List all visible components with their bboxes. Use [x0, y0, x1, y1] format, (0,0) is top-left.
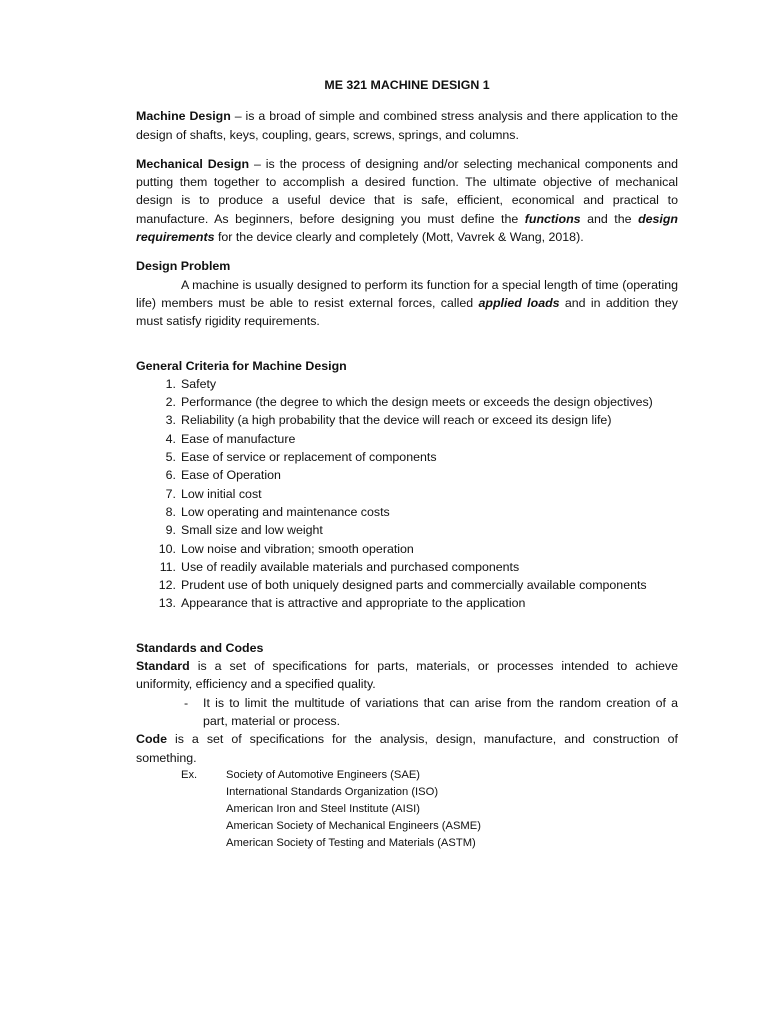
functions-emphasis: functions	[524, 211, 581, 226]
machine-design-paragraph	[136, 107, 678, 144]
mechanical-design-definition-part3: for the device clearly and completely (Mott, Vavrek & Wang, 2018).	[214, 230, 584, 245]
criteria-item	[136, 375, 678, 393]
criteria-text: Prudent use of both uniquely designed parts and commercially available components	[181, 578, 647, 593]
criteria-text: Low noise and vibration; smooth operation	[181, 541, 414, 556]
design-problem-text-part2: and in addition they must satisfy rigidity requirements.	[136, 295, 678, 329]
criteria-text: Low initial cost	[181, 486, 262, 501]
design-problem-paragraph	[136, 276, 678, 331]
criteria-item	[136, 594, 678, 612]
criteria-number: 2.	[165, 395, 176, 410]
example-text: American Society of Mechanical Engineers (ASME)	[226, 819, 481, 832]
example-item	[136, 767, 678, 784]
criteria-number: 12.	[158, 578, 176, 593]
applied-loads-emphasis: applied loads	[478, 295, 560, 310]
design-problem-text-part1: A machine is usually designed to perform its function for a special length of time (operating life) members must be able to resist external forces, called	[136, 277, 678, 310]
criteria-text: Ease of service or replacement of components	[181, 450, 437, 465]
standard-def-text: is a set of specifications for parts, materials, or processes intended to achieve uniformity, efficiency and a specified quality.	[136, 659, 678, 692]
criteria-text: Appearance that is attractive and appropriate to the application	[181, 596, 526, 611]
example-item	[136, 784, 678, 801]
criteria-text: Reliability (a high probability that the device will reach or exceed its design life)	[181, 413, 612, 428]
example-item	[136, 835, 678, 852]
mechanical-design-paragraph	[136, 155, 678, 246]
document-page	[136, 76, 678, 852]
design-requirements-emphasis: design requirements	[136, 211, 678, 245]
criteria-number: 6.	[165, 468, 176, 483]
dash-item-text: It is to limit the multitude of variations that can arise from the random creation of a part, material or process.	[203, 695, 678, 728]
design-problem-heading: Design Problem	[136, 259, 231, 274]
criteria-item	[136, 576, 678, 594]
criteria-text: Safety	[181, 376, 217, 391]
criteria-number: 9.	[165, 523, 176, 538]
criteria-item	[136, 558, 678, 576]
code-definition	[136, 730, 678, 767]
example-text: American Iron and Steel Institute (AISI)	[226, 802, 421, 815]
criteria-item	[136, 393, 678, 411]
criteria-heading: General Criteria for Machine Design	[136, 358, 347, 373]
document-title: ME 321 MACHINE DESIGN 1	[324, 78, 490, 92]
code-def-text: is a set of specifications for the analysis, design, manufacture, and construction of something.	[136, 732, 678, 765]
criteria-text: Small size and low weight	[181, 523, 323, 538]
mechanical-design-definition-part1: – is the process of designing and/or selecting mechanical components and putting them together to accomplish a desired function. The ultimate objective of mechanical design is to produce a useful device that is safe, efficient, economical and practical to manufacture. As beginners, before designing you must define the	[136, 156, 678, 226]
criteria-number: 8.	[165, 504, 176, 519]
criteria-item	[136, 540, 678, 558]
criteria-text: Ease of manufacture	[181, 431, 296, 446]
dash-bullet: -	[184, 695, 189, 710]
examples-list	[136, 767, 678, 852]
example-item	[136, 818, 678, 835]
standard-definition	[136, 657, 678, 694]
mechanical-design-term: Mechanical Design	[136, 156, 250, 171]
criteria-text: Low operating and maintenance costs	[181, 504, 390, 519]
example-text: American Society of Testing and Materials (ASTM)	[226, 836, 476, 849]
machine-design-term: Machine Design	[136, 109, 231, 124]
example-item	[136, 801, 678, 818]
code-term: Code	[136, 732, 167, 747]
criteria-text: Use of readily available materials and purchased components	[181, 559, 520, 574]
criteria-text: Performance (the degree to which the design meets or exceeds the design objectives)	[181, 395, 653, 410]
example-text: Society of Automotive Engineers (SAE)	[226, 768, 421, 781]
criteria-item	[136, 503, 678, 521]
standard-term: Standard	[136, 659, 190, 674]
criteria-number: 4.	[165, 431, 176, 446]
machine-design-definition: – is a broad of simple and combined stress analysis and there application to the design of shafts, keys, coupling, gears, screws, springs, and columns.	[136, 109, 679, 142]
criteria-number: 3.	[165, 413, 176, 428]
criteria-number: 5.	[165, 450, 176, 465]
criteria-item	[136, 411, 678, 429]
criteria-item	[136, 485, 678, 503]
standards-heading: Standards and Codes	[136, 640, 264, 655]
example-label: Ex.	[181, 768, 198, 781]
example-text: International Standards Organization (ISO)	[226, 785, 439, 798]
criteria-item	[136, 521, 678, 539]
mechanical-design-definition-part2: and the	[580, 211, 639, 226]
criteria-number: 1.	[165, 376, 176, 391]
criteria-item	[136, 448, 678, 466]
criteria-text: Ease of Operation	[181, 468, 281, 483]
criteria-number: 7.	[165, 486, 176, 501]
criteria-number: 13.	[158, 596, 176, 611]
criteria-item	[136, 430, 678, 448]
criteria-item	[136, 466, 678, 484]
standard-dash-item	[136, 694, 678, 731]
criteria-number: 11.	[159, 559, 176, 574]
criteria-number: 10.	[158, 541, 176, 556]
criteria-list	[136, 375, 678, 613]
